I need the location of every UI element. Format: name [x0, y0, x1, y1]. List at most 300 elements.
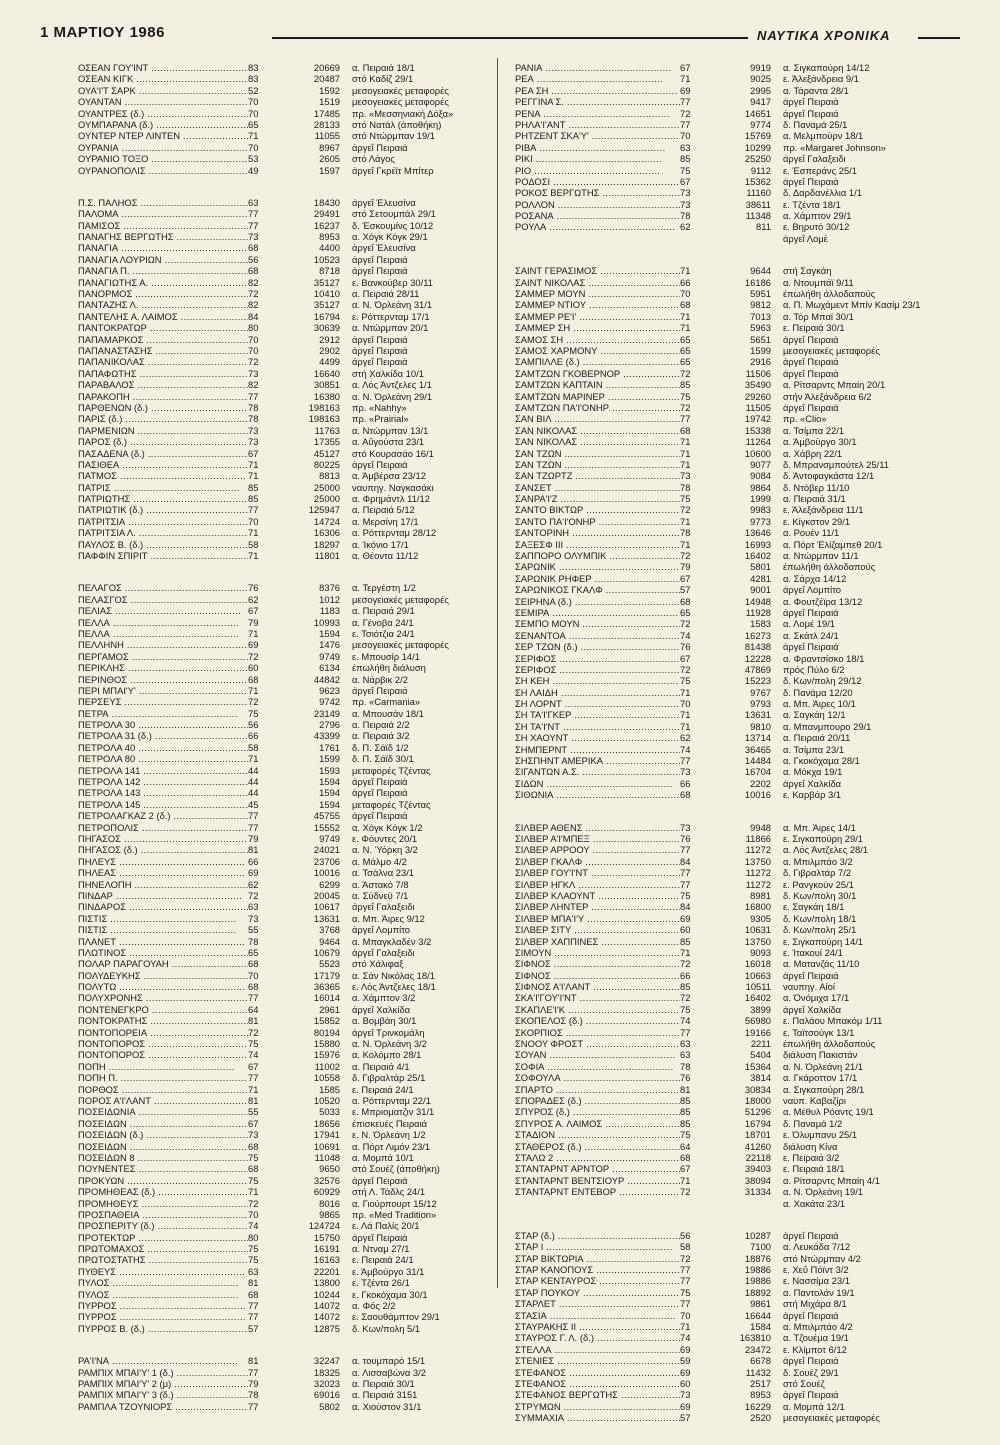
build-year: 69: [680, 1343, 691, 1355]
ship-position: ε. Πειραιά 24/1: [352, 1083, 414, 1095]
ship-position: α. Τσίμπα 22/1: [783, 424, 845, 436]
ship-name: ΠΑΡΑΚΟΠΗ .....: [78, 391, 248, 402]
build-year: 55: [248, 924, 259, 936]
ship-row: [515, 130, 960, 141]
ship-row: [515, 721, 960, 732]
tonnage: 9810: [750, 720, 771, 732]
build-year: 77: [680, 1275, 691, 1287]
tonnage: 16640: [313, 367, 340, 379]
tonnage: 125947: [308, 504, 340, 516]
ship-position: στό Σετουμπάλ 29/1: [352, 208, 436, 220]
ship-position: ε. Σαγκάη 18/1: [783, 901, 845, 913]
ship-name: ΣΤΑΡ ΠΟΥΚΟΥ .....: [515, 1287, 680, 1298]
build-year: 77: [680, 878, 691, 890]
ship-row: [515, 1004, 960, 1015]
build-year: 67: [248, 1060, 259, 1072]
ship-position: α. Θέοντα 11/12: [352, 550, 419, 562]
build-year: 76: [680, 1072, 691, 1084]
ship-row: [78, 685, 482, 696]
ship-position: στό Ντώρμπαν 19/1: [352, 130, 435, 142]
ship-row: [515, 539, 960, 550]
tonnage: 35127: [313, 299, 340, 311]
ship-row: [78, 1209, 482, 1220]
tonnage: 15223: [744, 675, 771, 687]
build-year: 70: [248, 344, 259, 356]
ship-name: ΡΙΒΑ .....: [515, 142, 680, 153]
build-year: 71: [680, 310, 691, 322]
ship-row: [78, 582, 482, 593]
section-title: ΝΑΥΤΙΚΑ ΧΡΟΝΙΚΑ: [757, 28, 891, 43]
build-year: 77: [680, 755, 691, 767]
tonnage: 16306: [313, 527, 340, 539]
ship-name: ΠΟΛΥΔΕΥΚΗΣ .....: [78, 970, 248, 981]
ship-row: [515, 1287, 960, 1298]
ship-name: ΡΗΤΖΕΝΤ ΣΚΑ'Υ' .....: [515, 130, 680, 141]
ship-row: [78, 879, 482, 890]
ship-group: [515, 822, 960, 1209]
ship-name: ΣΙΔΩΝ .....: [515, 778, 680, 789]
tonnage: 16018: [744, 958, 771, 970]
build-year: 75: [248, 1151, 259, 1163]
tonnage: 15750: [313, 1231, 340, 1243]
build-year: 71: [680, 458, 691, 470]
tonnage: 15338: [744, 424, 771, 436]
build-year: 80: [248, 1231, 259, 1243]
tonnage: 2520: [750, 1412, 771, 1424]
ship-name: ΠΑΣΙΘΕΑ .....: [78, 459, 248, 470]
build-year: 79: [248, 1377, 259, 1389]
tonnage: 9650: [319, 1163, 340, 1175]
build-year: 75: [680, 493, 691, 505]
build-year: 85: [248, 493, 259, 505]
ship-position: ε. Τζέντα 18/1: [783, 198, 841, 210]
ship-name: ΣΠΟΡΑΔΕΣ (δ.) .....: [515, 1095, 680, 1106]
build-year: 71: [680, 709, 691, 721]
ship-name: ΣΟΥΑΝ .....: [515, 1049, 680, 1060]
tonnage: 2796: [319, 719, 340, 731]
ship-name: ΠΗΛΕΑΣ .....: [78, 867, 248, 878]
ship-position: α. Ντώρμπαν 20/1: [352, 322, 429, 334]
ship-name: ΠΡΩΤΟΜΑΧΟΣ .....: [78, 1243, 248, 1254]
tonnage: 32576: [313, 1174, 340, 1186]
ship-row: [78, 142, 482, 153]
ship-row: [515, 936, 960, 947]
ship-position: άργεΐ Λομπίτο: [783, 584, 842, 596]
ship-position: α. Ν. Ύόρκη 3/2: [352, 844, 418, 856]
ship-position: α. Ρουέν 11/1: [783, 527, 840, 539]
ship-position: α. Νάρβικ 2/2: [352, 673, 408, 685]
ship-position: δ. Π. Σάϊδ 30/1: [352, 753, 414, 765]
ship-name: ΠΕΛΛΗΝΗ .....: [78, 639, 248, 650]
ship-name: ΠΕΡΙ ΜΠΑΙ'Υ' .....: [78, 685, 248, 696]
ship-name: ΣΤΑΝΤΑΡΝΤ ΕΝΤΕΒΟΡ .....: [515, 1186, 680, 1197]
tonnage: 10016: [744, 789, 771, 801]
build-year: 68: [680, 424, 691, 436]
build-year: 69: [248, 867, 259, 879]
ship-row: [515, 187, 960, 198]
ship-name: ΣΙΛΒΕΡ ΛΗΝΤΕΡ .....: [515, 901, 680, 912]
ship-name: ΠΡΟΣΠΑΘΕΙΑ .....: [78, 1209, 248, 1220]
build-year: 77: [680, 867, 691, 879]
tonnage: 10523: [313, 253, 340, 265]
build-year: 77: [248, 1311, 259, 1323]
ship-name: ΠΥΡΡΟΣ .....: [78, 1300, 248, 1311]
build-year: 68: [248, 1163, 259, 1175]
ship-row: [78, 62, 482, 73]
ship-row: [78, 334, 482, 345]
header-rule-left: [272, 37, 748, 39]
ship-position: ναυπηγ. Ναγκασάκι: [352, 481, 434, 493]
ship-row: [78, 1367, 482, 1378]
tonnage: 9417: [750, 96, 771, 108]
ship-name: ΠΑΡΑΒΑΛΟΣ .....: [78, 379, 248, 390]
build-year: 63: [248, 196, 259, 208]
build-year: 63: [680, 141, 691, 153]
ship-name: ΠΑΠΑΝΙΚΟΛΑΣ .....: [78, 356, 248, 367]
ship-position: α. Ν. Όρλεάνη 21/1: [783, 1060, 864, 1072]
tonnage: 11264: [745, 436, 771, 448]
ship-row: [515, 368, 960, 379]
tonnage: 36465: [744, 743, 771, 755]
ship-row: [78, 153, 482, 164]
left-column: [78, 62, 482, 1433]
tonnage: 1599: [750, 344, 771, 356]
ship-position: δ. Δαρδανέλλια 1/1: [783, 187, 862, 199]
tonnage: 16800: [744, 901, 771, 913]
build-year: 75: [248, 707, 259, 719]
ship-position: α. Ντώρμπαν 13/1: [352, 424, 429, 436]
ship-position: ε. Σιγκαπούρη 14/1: [783, 935, 864, 947]
tonnage: 12875: [313, 1322, 340, 1334]
ship-name: ΡΟΛΛΟΝ .....: [515, 199, 680, 210]
ship-row: [78, 981, 482, 992]
ship-row: [515, 1072, 960, 1083]
ship-name: ΣΑΝΡΑ'Ι'Ζ .....: [515, 493, 680, 504]
ship-row: [78, 844, 482, 855]
ship-name: ΡΑΜΠΛΑ ΤΖΟΥΝΙΟΡΣ .....: [78, 1401, 248, 1412]
build-year: 44: [248, 764, 259, 776]
ship-row: [515, 867, 960, 878]
ship-name: ΣΙΛΒΕΡ ΓΟΥ'Ι'ΝΤ .....: [515, 867, 680, 878]
ship-row: [78, 1289, 482, 1300]
ship-row: [78, 402, 482, 413]
build-year: 81: [680, 1083, 691, 1095]
build-year: 76: [680, 833, 691, 844]
ship-row: [78, 1163, 482, 1174]
build-year: 73: [248, 436, 259, 448]
ship-row: [78, 448, 482, 459]
build-year: 58: [248, 741, 259, 753]
ship-position: ε. Λός Άντζελες 18/1: [352, 981, 436, 993]
build-year: 74: [680, 743, 691, 755]
ship-name: ΠΑΝΑΓΙΑ .....: [78, 242, 248, 253]
build-year: 82: [248, 379, 259, 391]
build-year: 77: [680, 1026, 691, 1038]
ship-row: [78, 708, 482, 719]
tonnage: 9864: [750, 481, 771, 493]
ship-position: δ. Παναμά 1/2: [783, 1117, 843, 1129]
ship-name: ΣΟΦΙΑ .....: [515, 1061, 680, 1072]
ship-row: [78, 730, 482, 741]
build-year: 75: [248, 1038, 259, 1050]
ship-position: δ. Γιβραλτάρ 25/1: [352, 1072, 426, 1084]
ship-row: [515, 1095, 960, 1106]
build-year: 55: [248, 1106, 259, 1118]
ship-position: μεσογειακές μεταφορές: [352, 96, 449, 108]
build-year: 56: [248, 253, 259, 265]
tonnage: 11272: [745, 878, 771, 890]
tonnage: 15364: [744, 1060, 771, 1072]
ship-name: ΣΑΠΠΟΡΟ ΟΛΥΜΠΙΚ .....: [515, 550, 680, 561]
tonnage: 17179: [313, 969, 340, 981]
tonnage: 16186: [744, 276, 771, 288]
tonnage: 12228: [744, 652, 771, 664]
ship-name: ΣΤΕΦΑΝΟΣ .....: [515, 1378, 680, 1389]
ship-name: ΠΡΟΤΕΚΤΩΡ .....: [78, 1232, 248, 1243]
build-year: 72: [680, 663, 691, 675]
build-year: 84: [680, 855, 691, 867]
tonnage: 16402: [744, 550, 771, 562]
tonnage: 81438: [744, 641, 771, 653]
ship-name: ΣΤΑΣΙΑ .....: [515, 1310, 680, 1321]
ship-name: ΟΣΕΑΝ ΚΙΓΚ .....: [78, 73, 248, 84]
ship-position: α. Χάμπτον 29/1: [783, 210, 852, 222]
ship-position: α. Άμβούργο 30/1: [783, 436, 857, 448]
tonnage: 7013: [750, 310, 771, 322]
ship-name: ΣΑΡΩΝΙΚΟΣ ΓΚΑΛΦ .....: [515, 584, 680, 595]
ship-row: [515, 402, 960, 413]
ship-position: α. Χάμπτον 3/2: [352, 992, 416, 1004]
ship-name: ΠΑΝΑΓΙΑ ΛΟΥΡΙΩΝ .....: [78, 254, 248, 265]
ship-position: δ. Κων/πολη 5/1: [352, 1322, 421, 1334]
ship-name: ΣΕΡΙΦΟΣ .....: [515, 664, 680, 675]
ship-row: [515, 299, 960, 310]
ship-row: [515, 1027, 960, 1038]
build-year: 76: [680, 641, 691, 653]
build-year: 71: [680, 1174, 691, 1186]
build-year: 71: [248, 1186, 259, 1198]
tonnage: 47869: [744, 663, 771, 675]
tonnage: 28133: [313, 118, 340, 130]
build-year: 66: [680, 969, 691, 981]
ship-position: α. Άστακό 7/8: [352, 878, 409, 890]
tonnage: 15769: [744, 130, 771, 142]
ship-name: ΡΟΣΑΝΑ .....: [515, 210, 680, 221]
ship-name: ΡΙΟ .....: [515, 165, 680, 176]
tonnage: 19886: [744, 1275, 771, 1287]
ship-name: ΣΑΝ ΤΖΩΝ .....: [515, 459, 680, 470]
ship-position: άργεΐ Τρινκομάλη: [352, 1026, 425, 1038]
ship-position: έπωλήθη άλλοδαπούς: [783, 561, 876, 573]
ship-name: ΣΑΝΣΕΤ .....: [515, 482, 680, 493]
ship-name: ΠΗΓΑΣΟΣ .....: [78, 833, 248, 844]
ship-position: στό Νατάλ (άποθήκη): [352, 118, 442, 130]
ship-row: [515, 766, 960, 777]
tonnage: 9077: [750, 458, 771, 470]
tonnage: 10299: [744, 141, 771, 153]
build-year: 74: [248, 1049, 259, 1061]
build-year: 71: [248, 753, 259, 765]
build-year: 72: [248, 889, 259, 901]
ship-name: ΟΥΡΑΝΟΠΟΛΙΣ .....: [78, 165, 248, 176]
ship-row: [78, 1277, 482, 1288]
ship-row: [515, 334, 960, 345]
ship-position: άργεΐ Πειραιά: [783, 96, 839, 108]
column-divider: [497, 58, 498, 1288]
ship-row: [78, 493, 482, 504]
tonnage: 14651: [744, 107, 771, 119]
build-year: 81: [248, 1015, 259, 1027]
ship-row: [78, 1355, 482, 1366]
ship-position: άργεΐ Πειραιά: [352, 787, 408, 799]
ship-name: ΣΑΜΤΖΩΝ ΜΑΡΙΝΕΡ .....: [515, 391, 680, 402]
tonnage: 11055: [314, 130, 340, 142]
tonnage: 16402: [744, 992, 771, 1004]
ship-row: [78, 119, 482, 130]
tonnage: 9749: [319, 650, 340, 662]
build-year: 70: [248, 96, 259, 108]
tonnage: 9084: [750, 470, 771, 482]
tonnage: 198163: [308, 401, 340, 413]
ship-position: ε. Πειραιά 24/1: [352, 1254, 414, 1266]
tonnage: 2517: [750, 1377, 771, 1389]
build-year: 71: [680, 447, 691, 459]
build-year: 77: [248, 504, 259, 516]
build-year: [680, 1198, 725, 1209]
build-year: 64: [248, 1003, 259, 1015]
ship-row: [78, 220, 482, 231]
ship-row: [515, 1141, 960, 1152]
ship-position: ε. Καρβάρ 3/1: [783, 789, 842, 801]
build-year: 67: [680, 572, 691, 584]
build-year: 62: [680, 221, 691, 233]
tonnage: 32023: [313, 1377, 340, 1389]
ship-name: ΡΟΥΛΑ .....: [515, 221, 680, 232]
ship-group: [78, 1355, 482, 1412]
tonnage: 5651: [750, 333, 771, 345]
ship-group: [515, 1230, 960, 1424]
ship-row: [78, 970, 482, 981]
ship-name: ΣΑΝ ΤΖΩΡΤΖ .....: [515, 470, 680, 481]
build-year: 68: [248, 1288, 259, 1300]
tonnage: 9793: [750, 698, 771, 710]
ship-row: [515, 1253, 960, 1264]
build-year: 78: [248, 401, 259, 413]
build-year: 60: [248, 662, 259, 674]
ship-row: [515, 550, 960, 561]
ship-name: ΠΟΣΕΙΔΩΝ .....: [78, 1141, 248, 1152]
ship-position: άργεΐ Γαλαξειδι: [783, 153, 846, 165]
tonnage: 35127: [313, 276, 340, 288]
ship-position: α. Πειραιά 28/11: [352, 288, 420, 300]
ship-row: [78, 130, 482, 141]
ship-name: ΠΥΡΡΟΣ Β. (δ.) .....: [78, 1323, 248, 1334]
ship-row: [78, 617, 482, 628]
ship-row: [515, 379, 960, 390]
ship-row: [515, 108, 960, 119]
build-year: 81: [248, 1355, 259, 1367]
build-year: 71: [248, 470, 259, 482]
build-year: 63: [248, 1265, 259, 1277]
ship-position: α. Μομπά 10/1: [352, 1151, 414, 1163]
build-year: 72: [680, 618, 691, 630]
tonnage: 8953: [750, 1389, 771, 1401]
build-year: 71: [248, 458, 259, 470]
tonnage: 16993: [744, 538, 771, 550]
build-year: 79: [248, 833, 259, 844]
ship-row: [515, 153, 960, 164]
ship-row: [515, 1015, 960, 1026]
ship-row: [515, 1118, 960, 1129]
ship-position: στό Σουέζ (άποθήκη): [352, 1163, 440, 1175]
tonnage: 4281: [750, 572, 771, 584]
ship-name: ΠΟΝΤΕΝΕΓΚΡΟ .....: [78, 1004, 248, 1015]
ship-position: ε. Φόυντες 20/1: [352, 833, 418, 844]
build-year: 71: [248, 684, 259, 696]
build-year: 77: [248, 992, 259, 1004]
ship-position: ναυπ. Καβαζίρι: [783, 1094, 846, 1106]
ship-row: [515, 778, 960, 789]
tonnage: 16014: [313, 992, 340, 1004]
ship-name: ΠΕΡΓΑΜΟΣ .....: [78, 651, 248, 662]
ship-name: ΠΕΤΡΟΛΑ 145 .....: [78, 799, 248, 810]
tonnage: 1012: [319, 593, 340, 605]
tonnage: 163810: [739, 1332, 771, 1344]
ship-position: α. Πειραιά 18/1: [352, 62, 415, 73]
ship-name: ΠΕΤΡΟΛΑ 80 .....: [78, 753, 248, 764]
tonnage: 9919: [750, 62, 771, 73]
build-year: 78: [248, 935, 259, 947]
tonnage: 124724: [308, 1220, 340, 1232]
build-year: 71: [248, 550, 259, 562]
ship-name: ΣΤΑΡΛΕΤ .....: [515, 1298, 680, 1309]
tonnage: 13631: [744, 709, 771, 721]
ship-name: ΣΤΑΛΩ 2 .....: [515, 1152, 680, 1163]
build-year: 78: [680, 210, 691, 222]
ship-row: [515, 391, 960, 402]
ship-row: [515, 901, 960, 912]
ship-row: [78, 947, 482, 958]
tonnage: 2961: [319, 1003, 340, 1015]
ship-name: ΣΤΑΥΡΟΣ Γ. Λ. (δ.) .....: [515, 1332, 680, 1343]
build-year: 77: [680, 413, 691, 425]
ship-row: [515, 844, 960, 855]
ship-name: ΣΑΝΤΟ ΠΑ'Ι'ΟΝΗΡ .....: [515, 516, 680, 527]
tonnage: 11866: [745, 833, 771, 844]
tonnage: 31334: [744, 1186, 771, 1198]
ship-row: [515, 1198, 960, 1209]
ship-row: [515, 1152, 960, 1163]
ship-name: ΠΙΝΔΑΡ .....: [78, 890, 248, 901]
build-year: 72: [680, 401, 691, 413]
build-year: 73: [680, 470, 691, 482]
ship-position: πρ. «Nahhy»: [352, 401, 407, 413]
ship-position: διάλυση Πακιστάν: [783, 1049, 858, 1061]
ship-position: άργεΐ Πειραιά: [783, 107, 839, 119]
tonnage: 1183: [319, 605, 340, 617]
build-year: 49: [248, 164, 259, 176]
ship-name: ΠΡΟΜΗΘΕΥΣ .....: [78, 1198, 248, 1209]
tonnage: 15362: [744, 175, 771, 187]
tonnage: 13714: [744, 732, 771, 744]
ship-name: ΣΑΜΤΖΩΝ ΚΑΠΤΑΙΝ .....: [515, 379, 680, 390]
ship-name: ΠΑΠΑΦΩΤΗΣ .....: [78, 368, 248, 379]
ship-row: [515, 96, 960, 107]
ship-name: ΣΤΑΡ (δ.) .....: [515, 1230, 680, 1241]
ship-name: ΠΑΛΟΜΑ .....: [78, 208, 248, 219]
tonnage: 2912: [319, 333, 340, 345]
ship-row: [78, 470, 482, 481]
